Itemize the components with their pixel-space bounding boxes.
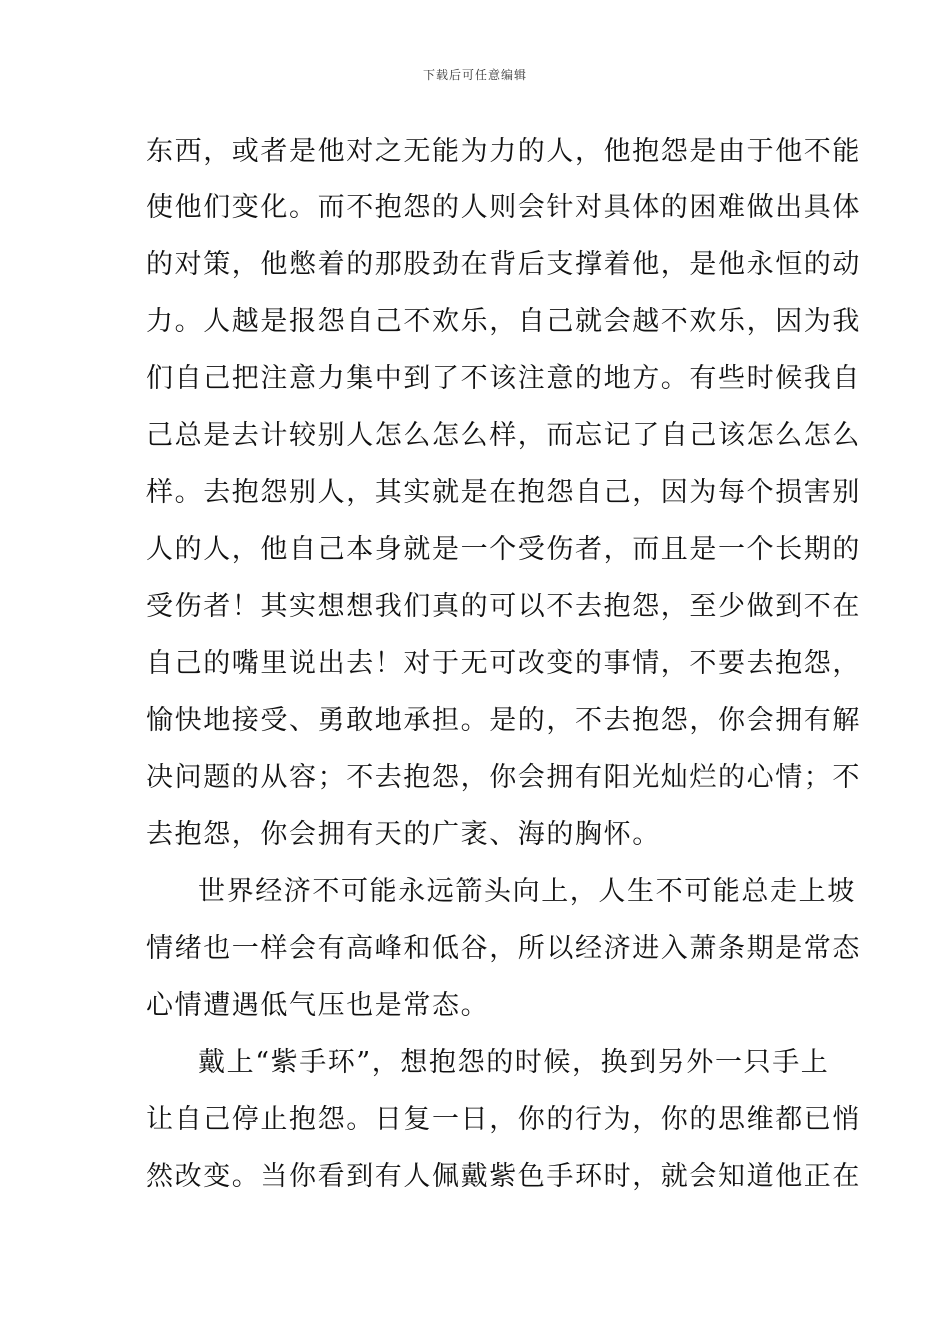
text-line: 受伤者！其实想想我们真的可以不去抱怨，至少做到不在 (146, 591, 861, 622)
text-line: 东西，或者是他对之无能为力的人，他抱怨是由于他不能 (146, 136, 861, 167)
text-line: 然改变。当你看到有人佩戴紫色手环时，就会知道他正在 (146, 1161, 861, 1192)
text-line: 人的人，他自己本身就是一个受伤者，而且是一个长期的 (146, 534, 861, 565)
text-line: 让自己停止抱怨。日复一日，你的行为，你的思维都已悄 (146, 1104, 861, 1135)
text-line: 心情遭遇低气压也是常态。 (146, 990, 490, 1021)
text-line: 使他们变化。而不抱怨的人则会针对具体的困难做出具体 (146, 192, 861, 223)
text-line: 的对策，他憋着的那股劲在背后支撑着他，是他永恒的动 (146, 249, 861, 280)
page-header: 下载后可任意编辑 (422, 68, 527, 82)
text-line: 世界经济不可能永远箭头向上，人生不可能总走上坡 (198, 876, 856, 907)
text-line: 决问题的从容；不去抱怨，你会拥有阳光灿烂的心情；不 (146, 762, 861, 793)
text-line: 样。去抱怨别人，其实就是在抱怨自己，因为每个损害别 (146, 477, 861, 508)
text-line: 去抱怨，你会拥有天的广袤、海的胸怀。 (146, 819, 661, 850)
text-line: 己总是去计较别人怎么怎么样，而忘记了自己该怎么怎么 (146, 420, 861, 451)
text-line: 力。人越是报怨自己不欢乐，自己就会越不欢乐，因为我 (146, 306, 861, 337)
text-line: 自己的嘴里说出去！对于无可改变的事情，不要去抱怨， (146, 648, 861, 679)
text-line: 愉快地接受、勇敢地承担。是的，不去抱怨，你会拥有解 (146, 705, 861, 736)
text-line: 情绪也一样会有高峰和低谷，所以经济进入萧条期是常态 (146, 933, 861, 964)
text-line: 戴上“紫手环”，想抱怨的时候，换到另外一只手上 (198, 1047, 830, 1078)
text-line: 们自己把注意力集中到了不该注意的地方。有些时候我自 (146, 363, 861, 394)
